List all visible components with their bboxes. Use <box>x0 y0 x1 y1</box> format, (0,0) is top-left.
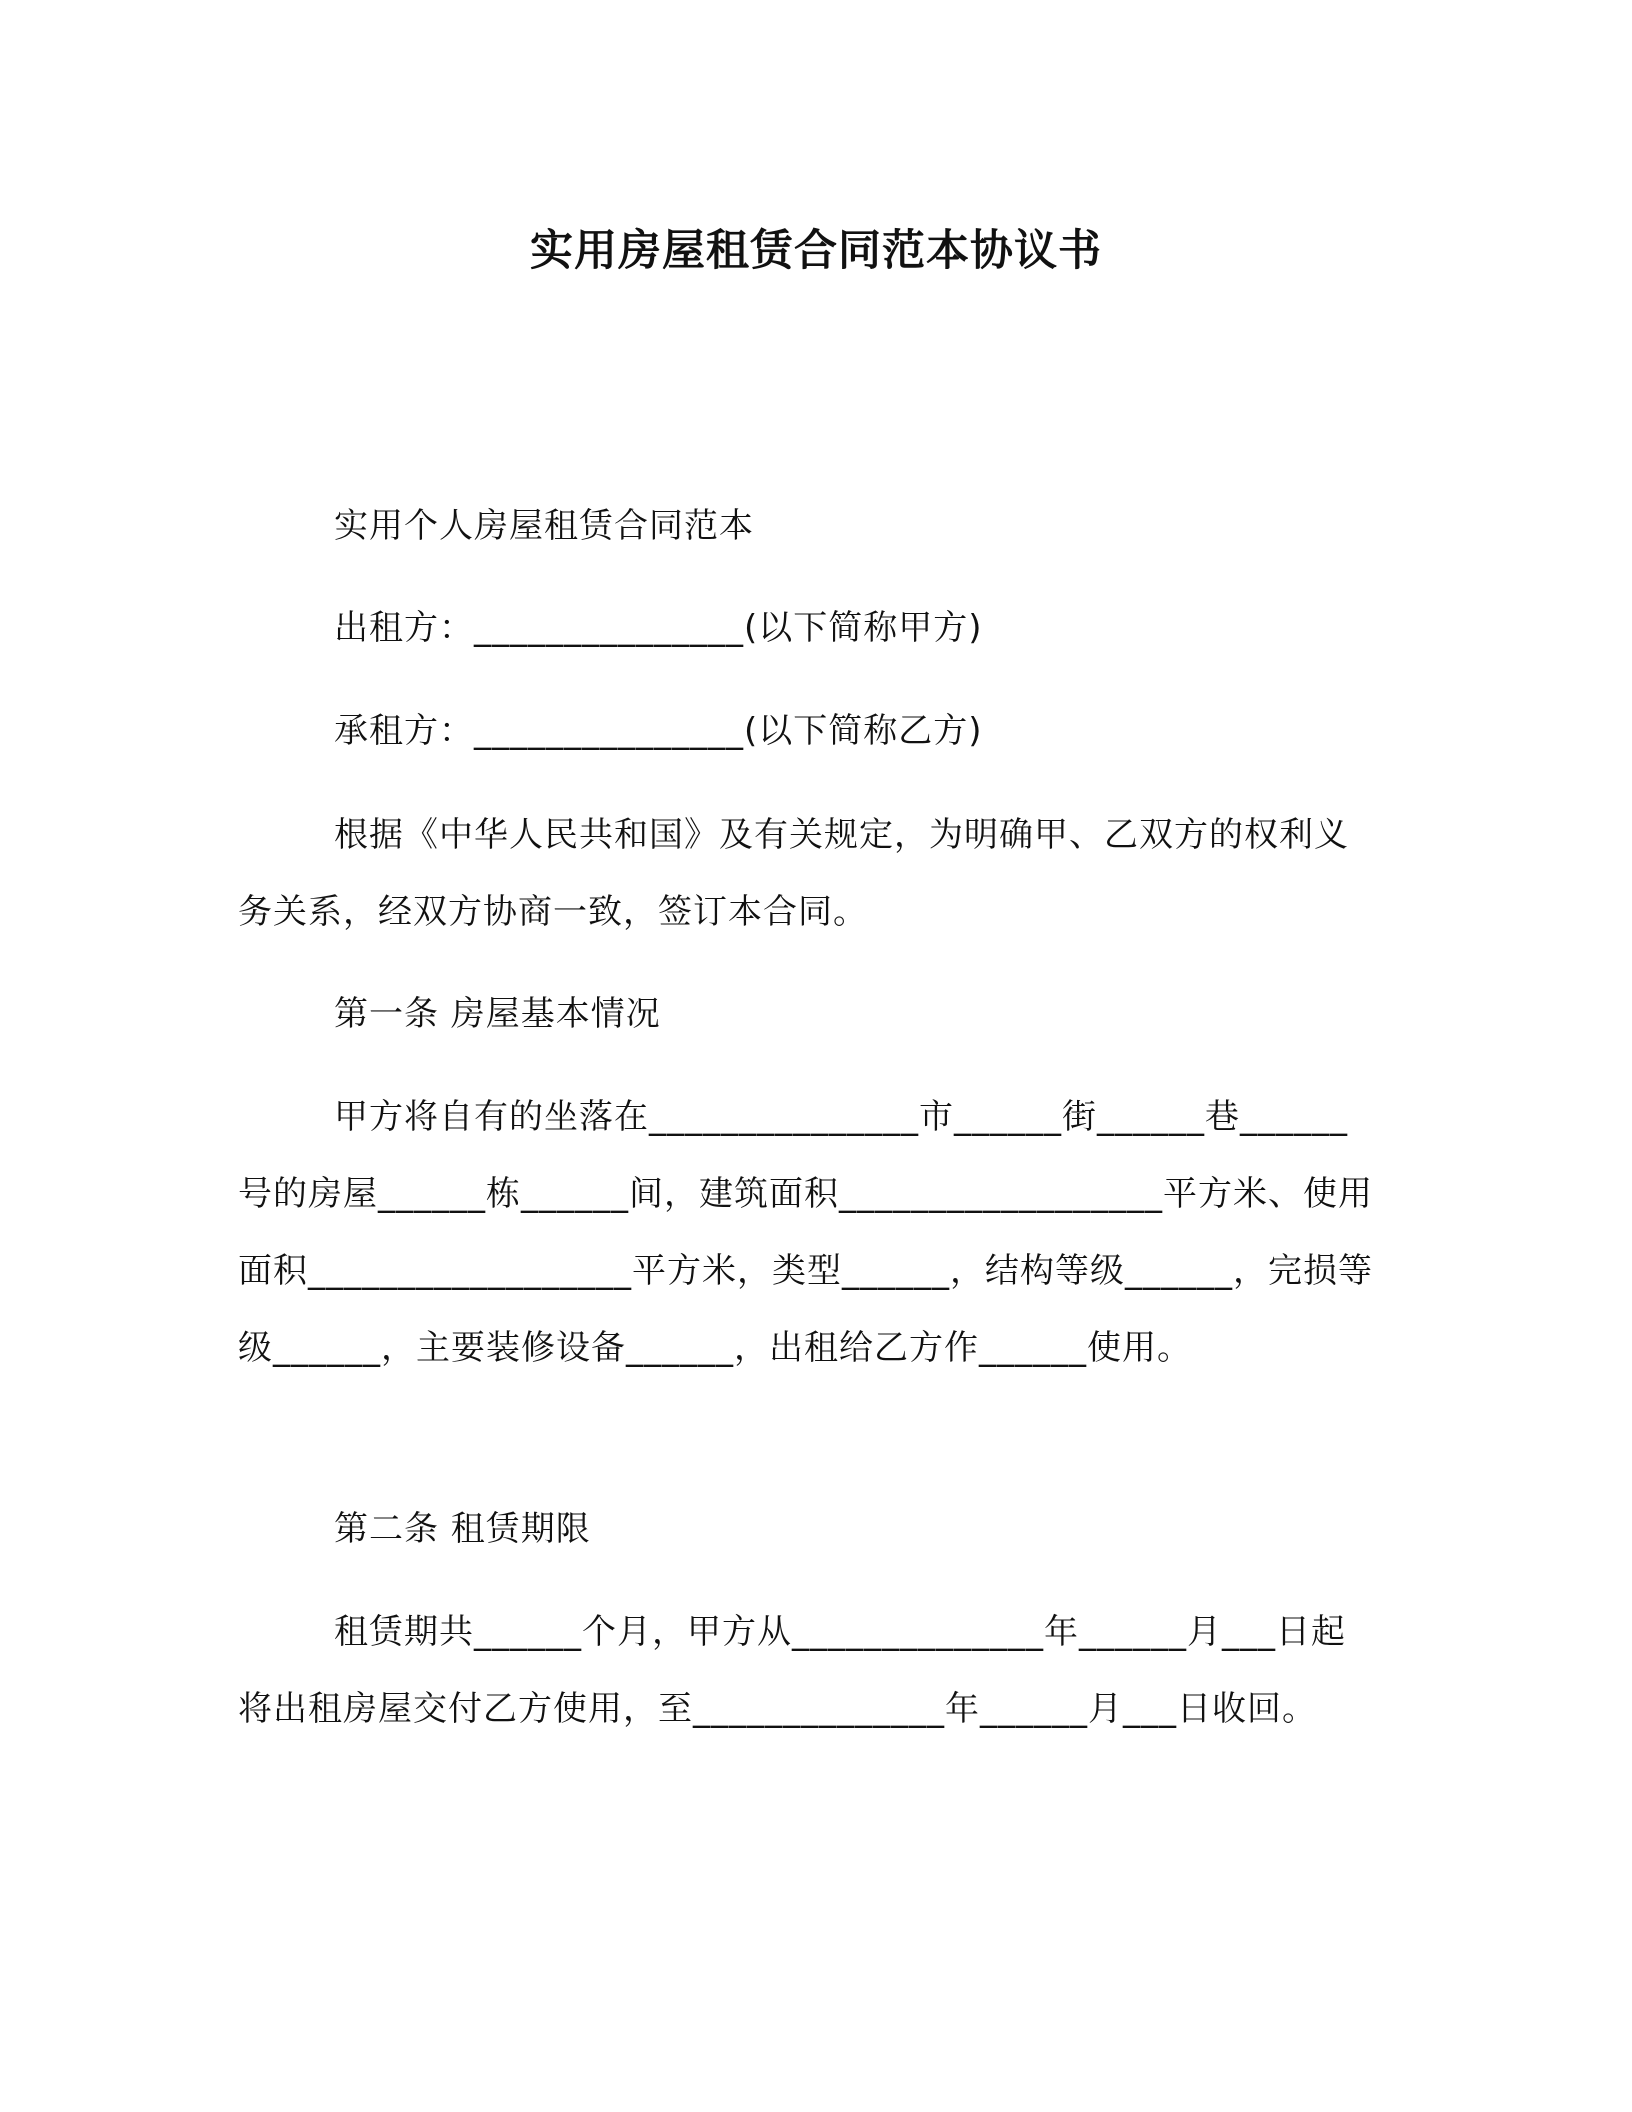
preamble-paragraph: 根据《中华人民共和国》及有关规定，为明确甲、乙双方的权利义务关系，经双方协商一致，签订本合同。 <box>238 815 1349 932</box>
document-title: 实用房屋租赁合同范本协议书 <box>530 226 1102 276</box>
contract-subtitle: 实用个人房屋租赁合同范本 <box>334 506 754 546</box>
article-1-body: 甲方将自有的坐落在_______________市______街______巷______号的房屋______栋______间，建筑面积__________________平方米、使用面积__________________平方米，类型______，结构等级______，完损等级______，主要装修设备______，出租给乙方作______使用。 <box>238 1097 1373 1368</box>
article-1-heading: 第一条 房屋基本情况 <box>334 994 661 1034</box>
article-2-body: 租赁期共______个月，甲方从______________年______月___日起将出租房屋交付乙方使用，至______________年______月___日收回。 <box>238 1612 1346 1729</box>
lessee-line: 承租方：_______________(以下简称乙方) <box>334 711 983 751</box>
article-2-heading: 第二条 租赁期限 <box>334 1509 591 1549</box>
lessor-line: 出租方：_______________(以下简称甲方) <box>334 608 983 648</box>
